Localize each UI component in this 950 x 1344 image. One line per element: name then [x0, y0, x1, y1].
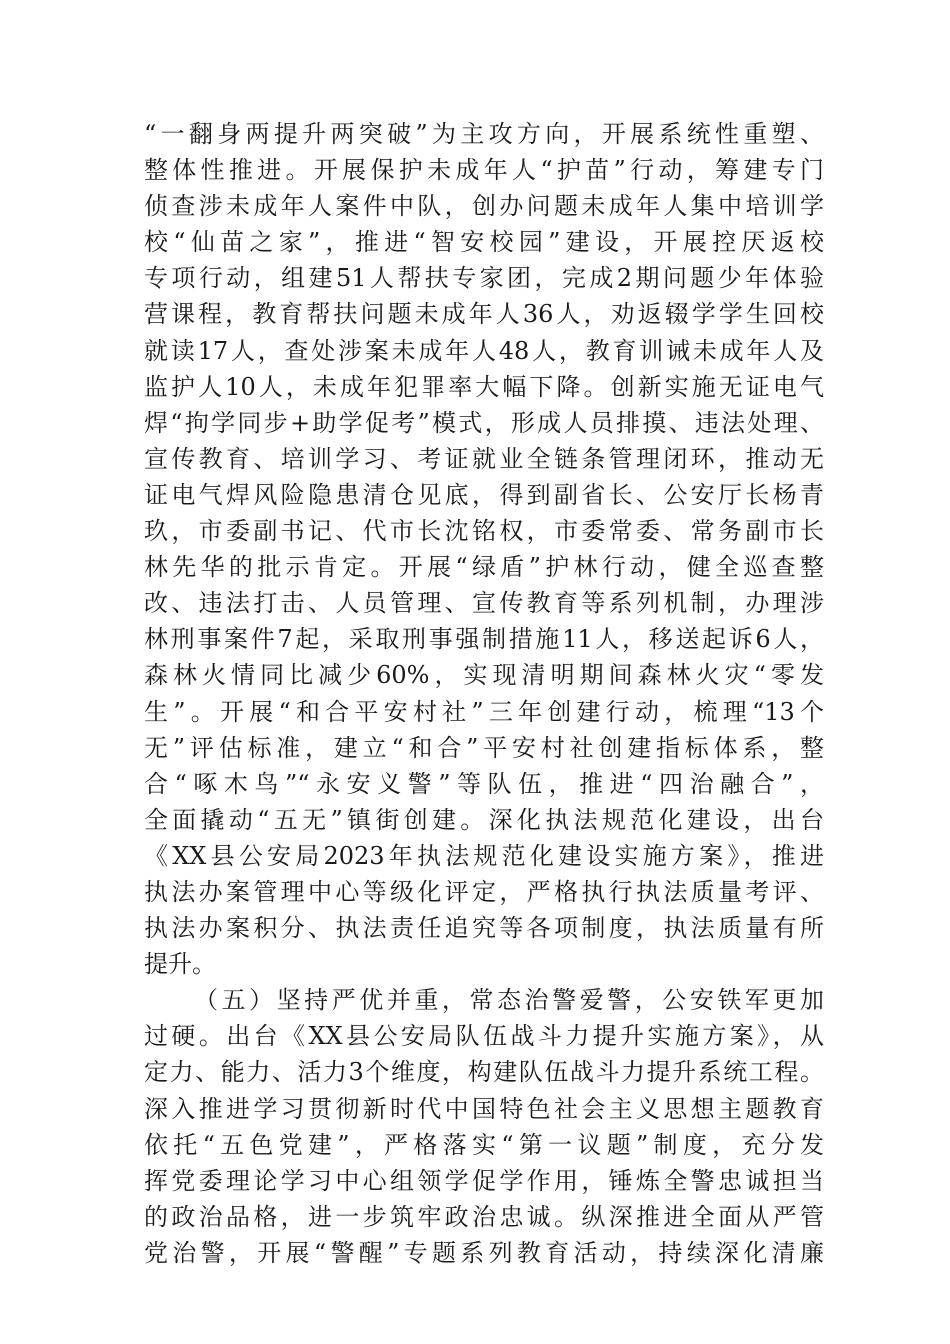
text-line: 专项行动，组建51人帮扶专家团，完成2期问题少年体验	[144, 264, 824, 293]
text-line: 的政治品格，进一步筑牢政治忠诚。纵深推进全面从严管	[144, 1202, 824, 1231]
text-line: 挥党委理论学习中心组领学促学作用，锤炼全警忠诚担当	[144, 1166, 824, 1195]
text-line: 生”。开展“和合平安村社”三年创建行动，梳理“13个	[144, 697, 824, 726]
text-line: 党治警，开展“警醒”专题系列教育活动，持续深化清廉	[144, 1238, 824, 1267]
text-line: 深入推进学习贯彻新时代中国特色社会主义思想主题教育	[144, 1094, 824, 1123]
text-line: 改、违法打击、人员管理、宣传教育等系列机制，办理涉	[144, 589, 824, 618]
text-line: 就读17人，查处涉案未成年人48人，教育训诫未成年人及	[144, 336, 824, 365]
text-line: 执法办案管理中心等级化评定，严格执行执法质量考评、	[144, 877, 824, 906]
text-line: 依托“五色党建”，严格落实“第一议题”制度，充分发	[144, 1130, 824, 1159]
text-line: 无”评估标准，建立“和合”平安村社创建指标体系，整	[144, 733, 824, 762]
text-line: 整体性推进。开展保护未成年人“护苗”行动，筹建专门	[144, 156, 824, 185]
text-line: 提升。	[144, 950, 216, 979]
text-line: 玖，市委副书记、代市长沈铭权，市委常委、常务副市长	[144, 517, 824, 546]
text-line: 过硬。出台《XX县公安局队伍战斗力提升实施方案》，从	[144, 1022, 824, 1051]
body-text	[144, 116, 824, 1271]
text-line: 林刑事案件7起，采取刑事强制措施11人，移送起诉6人，	[144, 625, 824, 654]
text-line: 校“仙苗之家”，推进“智安校园”建设，开展控厌返校	[144, 228, 824, 257]
text-line: 侦查涉未成年人案件中队，创办问题未成年人集中培训学	[144, 192, 824, 221]
text-line: 执法办案积分、执法责任追究等各项制度，执法质量有所	[144, 914, 824, 943]
text-line: 定力、能力、活力3个维度，构建队伍战斗力提升系统工程。	[144, 1058, 824, 1087]
section-heading-line: （五）坚持严优并重，常态治警爱警，公安铁军更加	[194, 986, 824, 1015]
text-line: 全面撬动“五无”镇街创建。深化执法规范化建设，出台	[144, 805, 824, 834]
text-line: 营课程，教育帮扶问题未成年人36人，劝返辍学学生回校	[144, 300, 824, 329]
text-line: 《XX县公安局2023年执法规范化建设实施方案》，推进	[144, 841, 824, 870]
text-line: 监护人10人，未成年犯罪率大幅下降。创新实施无证电气	[144, 372, 824, 401]
text-line: “一翻身两提升两突破”为主攻方向，开展系统性重塑、	[144, 120, 824, 148]
text-line: 证电气焊风险隐患清仓见底，得到副省长、公安厅长杨青	[144, 480, 824, 509]
text-line: 林先华的批示肯定。开展“绿盾”护林行动，健全巡查整	[144, 553, 824, 582]
text-line: 宣传教育、培训学习、考证就业全链条管理闭环，推动无	[144, 444, 824, 473]
text-line: 森林火情同比减少60%，实现清明期间森林火灾“零发	[144, 661, 824, 690]
text-line: 焊“拘学同步+助学促考”模式，形成人员排摸、违法处理、	[144, 408, 824, 437]
text-line: 合“啄木鸟”“永安义警”等队伍，推进“四治融合”，	[144, 769, 824, 798]
